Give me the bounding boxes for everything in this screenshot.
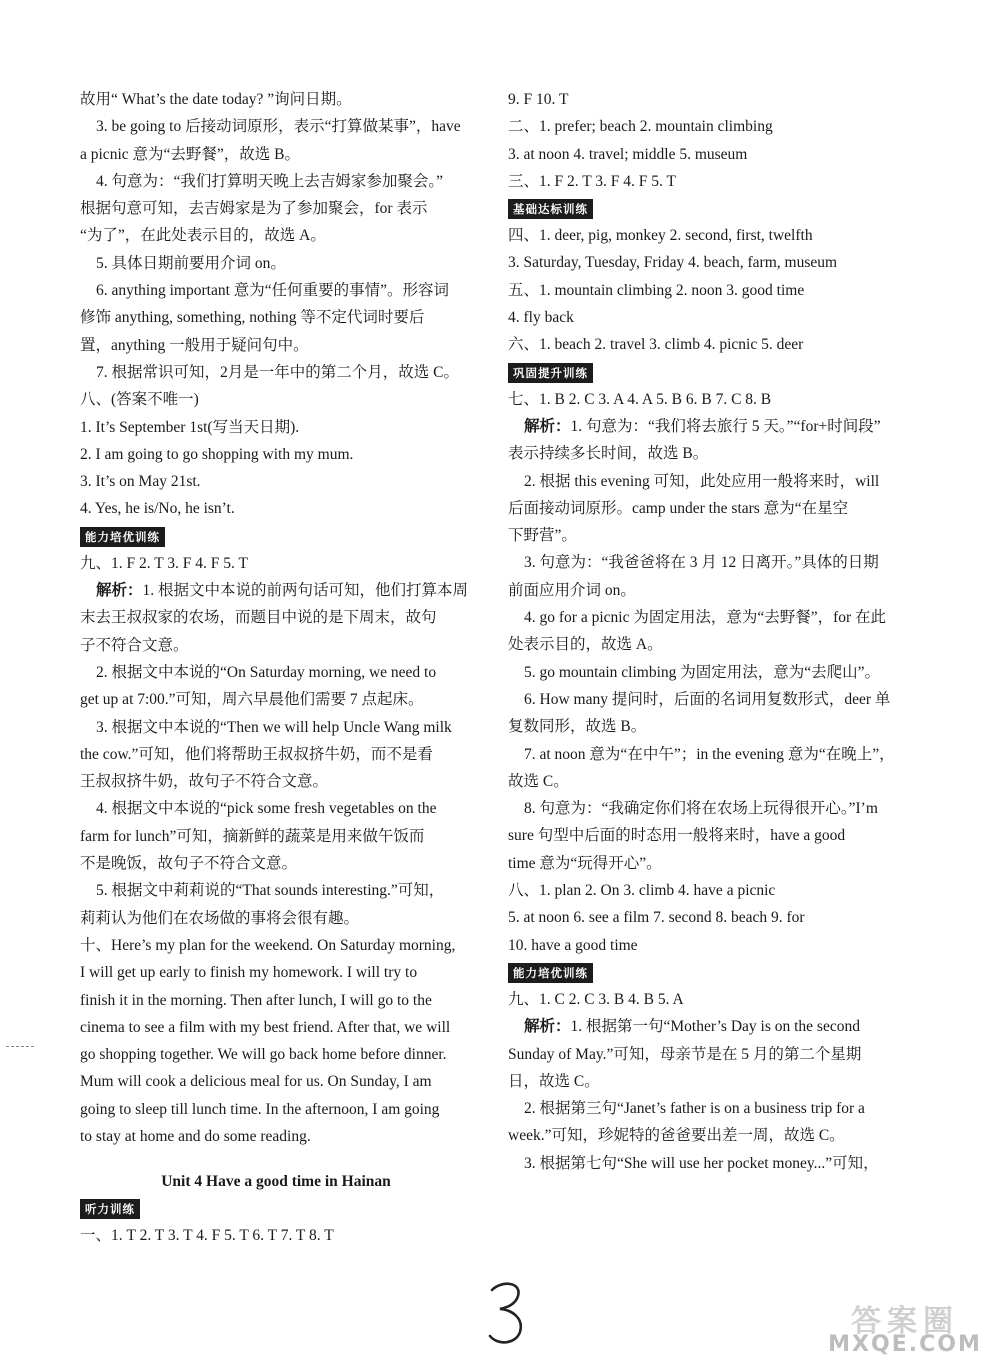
text-line (508, 1150, 900, 1177)
text-line (508, 549, 900, 576)
line-text: 6. anything important 意为“任何重要的事情”。形容词 (96, 282, 450, 300)
text-line (80, 1014, 472, 1041)
line-text: a picnic 意为“去野餐”，故选 B。 (80, 145, 300, 163)
line-text: get up at 7:00.”可知，周六早晨他们需要 7 点起床。 (80, 691, 424, 709)
text-line (508, 495, 900, 522)
line-text: 六、1. beach 2. travel 3. climb 4. picnic 5. deer (508, 336, 804, 354)
watermark-top-text: 答案圈 (851, 1304, 959, 1339)
line-text: 1. 句意为：“我们将去旅行 5 天。”“for+时间段” (570, 417, 881, 435)
text-line (80, 877, 472, 904)
text-line (508, 577, 900, 604)
line-text: 子不符合文意。 (80, 636, 189, 654)
line-text: 下野营”。 (508, 527, 577, 545)
section-banner: 能力培优训练 (508, 963, 593, 983)
line-text: 1. 根据文中本说的前两句话可知，他们打算本周 (142, 582, 469, 600)
line-text: 4. go for a picnic 为固定用法，意为“去野餐”，for 在此 (524, 609, 887, 627)
text-line (508, 604, 900, 631)
text-line (508, 1041, 900, 1068)
line-text: Mum will cook a delicious meal for us. On Sunday, I am (80, 1073, 432, 1091)
line-text: 莉莉认为他们在农场做的事将会很有趣。 (80, 909, 360, 927)
line-text: 5. at noon 6. see a film 7. second 8. beach 9. for (508, 909, 805, 927)
text-line (508, 659, 900, 686)
text-line (80, 304, 472, 331)
line-text: 处表示目的，故选 A。 (508, 636, 663, 654)
text-line (80, 577, 472, 604)
handwritten-page-number (478, 1274, 538, 1354)
text-line (80, 632, 472, 659)
text-line (80, 222, 472, 249)
line-text: 4. 句意为：“我们打算明天晚上去吉姆家参加聚会。” (96, 172, 444, 190)
line-text: go shopping together. We will go back home before dinner. (80, 1046, 447, 1064)
line-text: 7. 根据常识可知，2月是一年中的第二个月，故选 C。 (96, 363, 459, 381)
watermark-site-text: MXQE.COM (828, 1332, 982, 1357)
text-line (80, 113, 472, 140)
text-line (508, 113, 900, 140)
text-line (508, 932, 900, 959)
line-text: 复数同形，故选 B。 (508, 718, 647, 736)
text-line (508, 904, 900, 931)
text-line (508, 741, 900, 768)
text-line (508, 1068, 900, 1095)
line-text: 一、1. T 2. T 3. T 4. F 5. T 6. T 7. T 8. T (80, 1227, 334, 1245)
text-line (508, 277, 900, 304)
line-text: 三、1. F 2. T 3. F 4. F 5. T (508, 172, 676, 190)
text-line (508, 1122, 900, 1149)
text-line (508, 822, 900, 849)
text-line (508, 768, 900, 795)
line-text: 末去王叔叔家的农场，而题目中说的是下周末，故句 (80, 609, 437, 627)
line-text: I will get up early to finish my homework. I will try to (80, 964, 418, 982)
text-line (508, 413, 900, 440)
line-text: 9. F 10. T (508, 91, 569, 108)
text-line (80, 386, 472, 413)
line-text: 八、1. plan 2. On 3. climb 4. have a picnic (508, 882, 776, 900)
line-text: 四、1. deer, pig, monkey 2. second, first, twelfth (508, 227, 813, 245)
line-text: 5. 具体日期前要用介词 on。 (96, 254, 286, 272)
text-line (80, 1123, 472, 1150)
line-text: 7. at noon 意为“在中午”；in the evening 意为“在晚上”， (524, 745, 895, 763)
text-line (508, 631, 900, 658)
text-line (80, 332, 472, 359)
text-line (508, 222, 900, 249)
line-text: 前面应用介词 on。 (508, 581, 636, 599)
text-line (80, 823, 472, 850)
line-text: the cow.”可知，他们将帮助王叔叔挤牛奶，而不是看 (80, 745, 433, 763)
unit-title: Unit 4 Have a good time in Hainan (161, 1173, 391, 1191)
section-banner: 听力训练 (80, 1199, 140, 1219)
text-line (80, 1041, 472, 1068)
line-text: 2. 根据文中本说的“On Saturday morning, we need to (96, 663, 437, 681)
line-text: 故选 C。 (508, 772, 569, 790)
line-text: 故用“ What’s the date today? ”询问日期。 (80, 91, 352, 108)
line-text: 4. 根据文中本说的“pick some fresh vegetables on the (96, 800, 437, 818)
line-text: 3. 根据第七句“She will use her pocket money...”可知， (524, 1154, 879, 1172)
line-text: 七、1. B 2. C 3. A 4. A 5. B 6. B 7. C 8. B (508, 390, 772, 408)
text-line (80, 1096, 472, 1123)
text-line (508, 795, 900, 822)
analysis-label: 解析： (524, 417, 571, 435)
text-line (80, 168, 472, 195)
line-text: to stay at home and do some reading. (80, 1127, 311, 1145)
line-text: 3. be going to 后接动词原形，表示“打算做某事”，have (96, 118, 461, 136)
line-text: 十、Here’s my plan for the weekend. On Saturday morning, (80, 936, 456, 954)
line-text: 6. How many 提问时，后面的名词用复数形式，deer 单 (524, 690, 891, 708)
text-line (508, 86, 900, 113)
line-text: 10. have a good time (508, 936, 638, 954)
text-line (508, 986, 900, 1013)
text-line (80, 604, 472, 631)
text-line (80, 468, 472, 495)
text-line (80, 741, 472, 768)
text-line (80, 686, 472, 713)
text-line (508, 522, 900, 549)
section-banner: 能力培优训练 (80, 527, 165, 547)
text-line (80, 768, 472, 795)
text-line (80, 714, 472, 741)
line-text: 2. 根据第三句“Janet’s father is on a business trip for a (524, 1100, 865, 1118)
line-text: 3. It’s on May 21st. (80, 473, 201, 491)
text-line (80, 987, 472, 1014)
text-line (80, 659, 472, 686)
line-text: 5. go mountain climbing 为固定用法，意为“去爬山”。 (524, 663, 881, 681)
line-text: 修饰 anything, something, nothing 等不定代词时要后 (80, 309, 425, 327)
text-line (508, 468, 900, 495)
text-line (80, 359, 472, 386)
line-text: 后面接动词原形。camp under the stars 意为“在星空 (508, 499, 849, 517)
text-line (508, 850, 900, 877)
line-text: 不是晚饭，故句子不符合文意。 (80, 855, 298, 873)
text-line (508, 331, 900, 358)
text-line (508, 386, 900, 413)
line-text: week.”可知，珍妮特的爸爸要出差一周，故选 C。 (508, 1127, 845, 1145)
line-text: 3. at noon 4. travel; middle 5. museum (508, 145, 748, 163)
text-line (80, 795, 472, 822)
text-line (80, 195, 472, 222)
text-line (508, 249, 900, 276)
section-banner: 基础达标训练 (508, 199, 593, 219)
text-line (508, 304, 900, 331)
text-line (508, 1013, 900, 1040)
line-text: 4. fly back (508, 309, 574, 327)
text-line (80, 86, 472, 113)
margin-mark (6, 1046, 34, 1050)
text-line (80, 932, 472, 959)
text-line (80, 959, 472, 986)
line-text: 2. I am going to go shopping with my mum. (80, 445, 354, 463)
line-text: “为了”，在此处表示目的，故选 A。 (80, 227, 326, 245)
text-line (508, 440, 900, 467)
watermark (815, 1296, 995, 1358)
line-text: 表示持续多长时间，故选 B。 (508, 445, 709, 463)
text-line (80, 414, 472, 441)
analysis-label: 解析： (96, 582, 143, 600)
text-line (80, 905, 472, 932)
line-text: 王叔叔挤牛奶，故句子不符合文意。 (80, 773, 329, 791)
text-line (80, 850, 472, 877)
text-line (508, 877, 900, 904)
text-line (80, 550, 472, 577)
text-line (80, 495, 472, 522)
text-line (80, 250, 472, 277)
line-text: sure 句型中后面的时态用一般将来时，have a good (508, 827, 846, 845)
line-text: 1. 根据第一句“Mother’s Day is on the second (570, 1018, 860, 1036)
line-text: 5. 根据文中莉莉说的“That sounds interesting.”可知， (96, 882, 445, 900)
right-column (508, 86, 900, 1177)
line-text: 九、1. C 2. C 3. B 4. B 5. A (508, 990, 684, 1008)
line-text: 九、1. F 2. T 3. F 4. F 5. T (80, 554, 248, 572)
line-text: Sunday of May.”可知，母亲节是在 5 月的第二个星期 (508, 1045, 862, 1063)
line-text: time 意为“玩得开心”。 (508, 854, 662, 872)
line-text: 4. Yes, he is/No, he isn’t. (80, 500, 235, 518)
line-text: 二、1. prefer; beach 2. mountain climbing (508, 118, 773, 136)
text-line (80, 1222, 472, 1249)
text-line (508, 713, 900, 740)
line-text: 3. Saturday, Tuesday, Friday 4. beach, farm, museum (508, 254, 838, 272)
line-text: 置，anything 一般用于疑问句中。 (80, 336, 309, 354)
left-column (80, 86, 472, 1250)
line-text: cinema to see a film with my best friend. After that, we will (80, 1018, 451, 1036)
line-text: 根据句意可知，去吉姆家是为了参加聚会，for 表示 (80, 200, 428, 218)
text-line (80, 141, 472, 168)
text-line (508, 1095, 900, 1122)
line-text: 3. 句意为：“我爸爸将在 3 月 12 日离开。”具体的日期 (524, 554, 879, 572)
line-text: 2. 根据 this evening 可知，此处应用一般将来时，will (524, 472, 880, 490)
analysis-label: 解析： (524, 1018, 571, 1036)
section-banner: 巩固提升训练 (508, 363, 593, 383)
text-line (80, 1068, 472, 1095)
line-text: 3. 根据文中本说的“Then we will help Uncle Wang milk (96, 718, 452, 736)
line-text: 日，故选 C。 (508, 1072, 600, 1090)
text-line (80, 441, 472, 468)
line-text: finish it in the morning. Then after lunch, I will go to the (80, 991, 432, 1009)
line-text: going to sleep till lunch time. In the afternoon, I am going (80, 1100, 440, 1118)
text-line (508, 168, 900, 195)
text-line (80, 277, 472, 304)
line-text: 8. 句意为：“我确定你们将在农场上玩得很开心。”I’m (524, 800, 878, 818)
text-line (508, 141, 900, 168)
line-text: 八、(答案不唯一) (80, 391, 199, 409)
line-text: 五、1. mountain climbing 2. noon 3. good time (508, 281, 805, 299)
text-line (508, 686, 900, 713)
line-text: 1. It’s September 1st(写当天日期). (80, 418, 300, 436)
line-text: farm for lunch”可知，摘新鲜的蔬菜是用来做午饭而 (80, 827, 425, 845)
